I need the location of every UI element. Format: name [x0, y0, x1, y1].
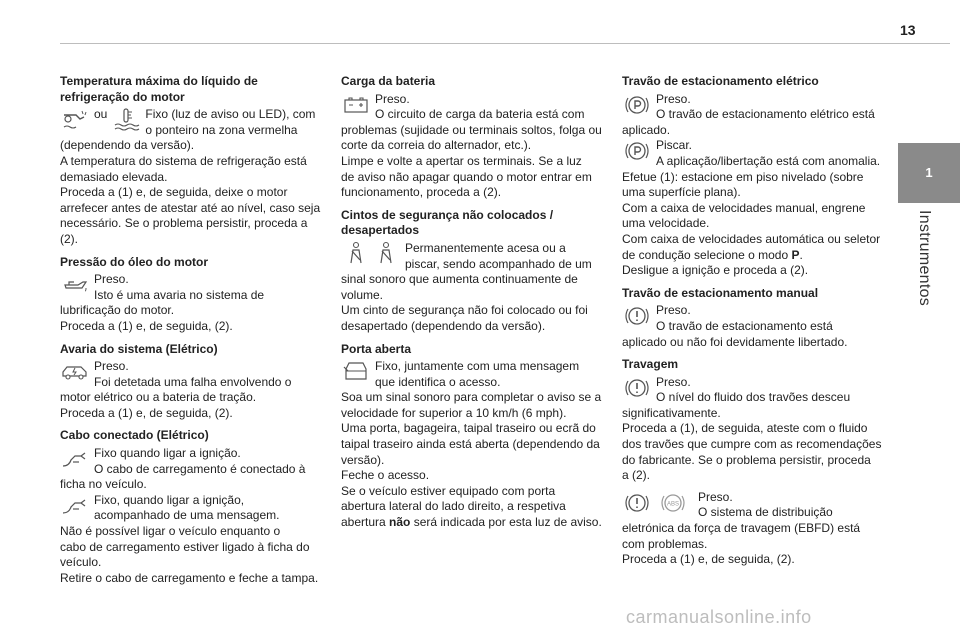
- warning-entry: [60, 446, 324, 493]
- watermark: carmanualsonline.info: [626, 607, 812, 627]
- section-title: Carga da bateria: [341, 74, 436, 88]
- section-title: Cintos de segurança não colocados / desapertados: [341, 207, 554, 238]
- text-line: de aviso não apagar quando o motor entrar em: [341, 169, 592, 184]
- text-line: Proceda a (1) e, de seguida, (2).: [60, 405, 233, 420]
- text-line: Preso.: [375, 91, 410, 106]
- section-door-open: [341, 342, 605, 531]
- abs-icon-text: ABS: [666, 501, 680, 508]
- section-braking: [622, 357, 886, 568]
- section-title: Temperatura máxima do líquido de refrigeração do motor: [60, 74, 258, 104]
- text-line: demasiado elevada.: [60, 169, 168, 184]
- section-electric-parking-brake: [622, 74, 886, 279]
- parking-brake-icon: [622, 92, 652, 122]
- warning-entry: [60, 107, 324, 247]
- section-manual-parking-brake: [622, 286, 886, 350]
- text-line: uma velocidade.: [622, 216, 710, 231]
- warning-entry: [341, 92, 605, 201]
- warning-entry: [341, 241, 605, 335]
- text-line: veículo.: [60, 555, 102, 570]
- coolant-temperature-icon: [60, 107, 90, 133]
- seatbelt-icon: [371, 241, 401, 267]
- section-cable-connected: [60, 428, 324, 586]
- text-line: O travão de estacionamento está: [656, 318, 833, 333]
- text-line: Proceda a (1) e, de seguida, (2).: [622, 552, 795, 567]
- column-2: [341, 74, 605, 538]
- text-line: (2).: [60, 231, 78, 246]
- text-fragment: será indicada por esta luz de aviso.: [410, 515, 602, 530]
- icon-group: [622, 490, 688, 520]
- page-number: 13: [900, 22, 916, 38]
- text-line: Desligue a ignição e proceda a (2).: [622, 263, 809, 278]
- text-line: motor elétrico ou a bateria de tração.: [60, 390, 257, 405]
- text-line: [622, 248, 886, 264]
- text-line: Preso.: [656, 303, 691, 318]
- warning-entry: [622, 92, 886, 139]
- text-line: Preso.: [656, 374, 691, 389]
- text-fragment: .: [799, 247, 803, 262]
- warning-entry: [622, 138, 886, 278]
- charging-plug-icon: [60, 446, 90, 476]
- brake-warning-icon: [622, 490, 652, 516]
- door-open-icon: [341, 359, 371, 389]
- text-line: Fixo, quando ligar a ignição,: [94, 492, 245, 507]
- text-line: Um cinto de segurança não foi colocado ou foi: [341, 303, 588, 318]
- section-coolant: [60, 74, 324, 248]
- text-line: Uma porta, bagageira, taipal traseiro ou ecrã do: [341, 421, 596, 436]
- text-line: Retire o cabo de carregamento e feche a tampa.: [60, 570, 319, 585]
- icon-group: [341, 241, 401, 271]
- warning-entry: [60, 272, 324, 334]
- section-battery: [341, 74, 605, 201]
- text-line: Com caixa de velocidades automática ou seletor: [622, 231, 881, 246]
- text-line: O sistema de distribuição: [698, 505, 833, 520]
- text-line: Efetue (1): estacione em piso nivelado (sobre: [622, 169, 864, 184]
- section-oil-pressure: [60, 255, 324, 335]
- text-line: taipal traseiro ainda está aberta (dependendo da: [341, 437, 600, 452]
- text-line: cabo de carregamento estiver ligado à ficha do: [60, 539, 310, 554]
- text-line: dos travões que cumpre com as recomendações: [622, 437, 882, 452]
- text-line: Permanentemente acesa ou a: [405, 240, 566, 255]
- text-line: Não é possível ligar o veículo enquanto o: [60, 524, 281, 539]
- emphasis-text: não: [389, 515, 411, 530]
- text-line: eletrónica da força de travagem (EBFD) está: [622, 521, 861, 536]
- section-title: Cabo conectado (Elétrico): [60, 428, 209, 443]
- section-title: Travagem: [622, 357, 679, 372]
- text-line: O circuito de carga da bateria está com: [375, 107, 585, 122]
- text-line: sinal sonoro que aumenta continuamente de: [341, 272, 578, 287]
- warning-entry: [60, 493, 324, 587]
- text-line: o ponteiro na zona vermelha: [145, 122, 298, 137]
- column-3: [622, 74, 886, 575]
- text-line: A temperatura do sistema de refrigeração está: [60, 153, 307, 168]
- parking-brake-icon: [622, 138, 652, 168]
- battery-icon: [341, 92, 371, 122]
- text-line: Proceda a (1) e, de seguida, (2).: [60, 318, 233, 333]
- column-1: [60, 74, 324, 593]
- section-title: Travão de estacionamento manual: [622, 285, 819, 300]
- text-line: piscar, sendo acompanhado de um: [405, 256, 592, 271]
- text-line: Se o veículo estiver equipado com porta: [341, 483, 556, 498]
- warning-entry: [60, 359, 324, 421]
- text-line: Com a caixa de velocidades manual, engrene: [622, 200, 866, 215]
- section-electric-fault: [60, 342, 324, 422]
- text-line: ficha no veículo.: [60, 477, 147, 492]
- text-line: Feche o acesso.: [341, 468, 430, 483]
- warning-entry: [622, 490, 886, 568]
- text-line: Foi detetada uma falha envolvendo o: [94, 374, 292, 389]
- seatbelt-icon: [341, 241, 371, 267]
- text-line: velocidade for superior a 10 km/h (6 mph).: [341, 405, 567, 420]
- header-rule: [60, 43, 950, 44]
- text-line: corte da correia do alternador, etc.).: [341, 138, 532, 153]
- text-fragment: abertura: [341, 515, 390, 530]
- text-line: aplicado.: [622, 122, 671, 137]
- text-line: (dependendo da versão).: [60, 138, 195, 153]
- text-line: Fixo quando ligar a ignição.: [94, 446, 241, 461]
- icon-group: [60, 107, 141, 137]
- text-line: arrefecer antes de atestar até ao nível, caso seja: [60, 200, 321, 215]
- text-line: Piscar.: [656, 138, 693, 153]
- oil-can-icon: [60, 272, 90, 302]
- text-line: desapertado (dependendo da versão).: [341, 318, 546, 333]
- text-line: que identifica o acesso.: [375, 374, 501, 389]
- warning-entry: [622, 303, 886, 350]
- text-line: A aplicação/libertação está com anomalia.: [656, 153, 881, 168]
- section-title: Porta aberta: [341, 341, 412, 356]
- or-word: ou: [94, 107, 108, 122]
- text-line: acompanhado de uma mensagem.: [94, 508, 280, 523]
- text-line: lubrificação do motor.: [60, 303, 175, 318]
- text-line: Fixo, juntamente com uma mensagem: [375, 359, 580, 374]
- section-title: Avaria do sistema (Elétrico): [60, 341, 218, 356]
- text-line: problemas (sujidade ou terminais soltos, folga ou: [341, 122, 602, 137]
- text-line: abertura lateral do lado direito, a respetiva: [341, 499, 566, 514]
- text-line: com problemas.: [622, 536, 708, 551]
- text-line: Fixo (luz de aviso ou LED), com: [145, 107, 316, 122]
- text-line: Isto é uma avaria no sistema de: [94, 287, 265, 302]
- text-line: Limpe e volte a apertar os terminais. Se a luz: [341, 153, 582, 168]
- text-line: O travão de estacionamento elétrico está: [656, 107, 875, 122]
- text-line: Preso.: [94, 272, 129, 287]
- chapter-title: Instrumentos: [916, 210, 933, 307]
- text-line: Preso.: [698, 489, 733, 504]
- warning-entry: [341, 359, 605, 531]
- text-line: Preso.: [656, 91, 691, 106]
- text-line: Proceda a (1), de seguida, ateste com o fluido: [622, 421, 868, 436]
- brake-warning-icon: [622, 303, 652, 333]
- text-line: do fabricante. Se o problema persistir, proceda: [622, 452, 871, 467]
- warning-entry: [622, 375, 886, 484]
- electric-car-fault-icon: [60, 359, 90, 389]
- text-line: Preso.: [94, 359, 129, 374]
- abs-icon: [658, 490, 688, 516]
- text-line: uma superfície plana).: [622, 185, 741, 200]
- text-line: O nível do fluido dos travões desceu: [656, 390, 851, 405]
- section-title: Pressão do óleo do motor: [60, 254, 209, 269]
- brake-warning-icon: [622, 375, 652, 405]
- text-line: volume.: [341, 287, 384, 302]
- coolant-thermometer-icon: [111, 107, 141, 133]
- text-line: aplicado ou não foi devidamente libertado.: [622, 334, 848, 349]
- section-title: Travão de estacionamento elétrico: [622, 74, 819, 88]
- text-line: O cabo de carregamento é conectado à: [94, 461, 306, 476]
- text-fragment: de condução selecione o modo: [622, 247, 792, 262]
- text-line: versão).: [341, 452, 385, 467]
- text-line: significativamente.: [622, 405, 721, 420]
- section-seatbelt: [341, 208, 605, 335]
- text-line: Proceda a (1) e, de seguida, deixe o motor: [60, 185, 288, 200]
- text-line: Soa um sinal sonoro para completar o aviso se a: [341, 390, 602, 405]
- text-line: a (2).: [622, 468, 651, 483]
- charging-plug-icon: [60, 493, 90, 523]
- text-line: necessário. Se o problema persistir, proceda a: [60, 216, 308, 231]
- text-line: funcionamento, proceda a (2).: [341, 185, 502, 200]
- text-line: [341, 515, 605, 531]
- chapter-tab[interactable]: 1: [898, 143, 960, 203]
- emphasis-text: P: [791, 247, 800, 262]
